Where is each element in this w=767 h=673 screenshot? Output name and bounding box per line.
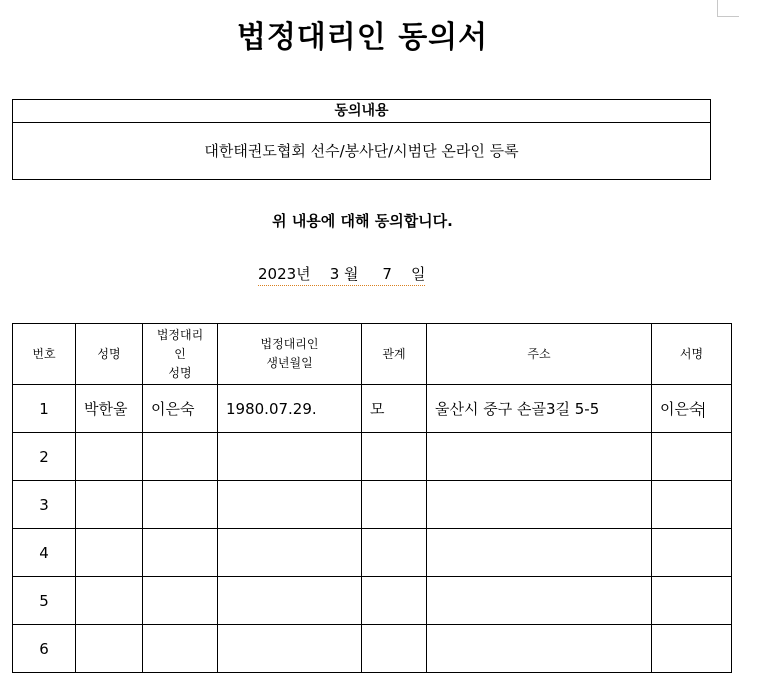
header-guardian-name[interactable]: 법정대리 인 성명 — [143, 324, 218, 385]
cell-signature[interactable] — [652, 481, 732, 529]
header-name[interactable]: 성명 — [76, 324, 143, 385]
table-row — [13, 433, 732, 481]
cell-address[interactable] — [427, 625, 652, 673]
cell-address[interactable] — [427, 481, 652, 529]
signature-text: 이은숙 — [660, 400, 704, 418]
cell-guardian-name[interactable] — [143, 529, 218, 577]
consent-box — [12, 99, 711, 180]
table-row — [13, 385, 732, 433]
cell-name[interactable] — [76, 433, 143, 481]
cell-guardian-dob[interactable] — [218, 481, 362, 529]
cell-signature[interactable] — [652, 529, 732, 577]
cell-name[interactable] — [76, 577, 143, 625]
cell-relation[interactable] — [362, 625, 427, 673]
cell-guardian-dob[interactable]: 1980.07.29. — [218, 385, 362, 433]
cell-signature[interactable] — [652, 577, 732, 625]
text-cursor — [703, 402, 704, 418]
cell-address[interactable] — [427, 529, 652, 577]
cell-signature[interactable] — [652, 385, 732, 433]
cell-address[interactable]: 울산시 중구 손골3길 5-5 — [427, 385, 652, 433]
table-row — [13, 625, 732, 673]
cell-name[interactable] — [76, 529, 143, 577]
cell-number[interactable]: 3 — [13, 481, 76, 529]
cell-relation[interactable] — [362, 529, 427, 577]
cell-address[interactable] — [427, 577, 652, 625]
table-row — [13, 481, 732, 529]
cell-relation[interactable] — [362, 433, 427, 481]
cell-name[interactable] — [76, 481, 143, 529]
cell-guardian-name[interactable] — [143, 577, 218, 625]
header-address[interactable]: 주소 — [427, 324, 652, 385]
cell-guardian-name[interactable] — [143, 481, 218, 529]
cell-guardian-dob[interactable] — [218, 577, 362, 625]
table-header-row — [13, 324, 732, 385]
cell-guardian-name[interactable]: 이은숙 — [143, 385, 218, 433]
cell-relation[interactable] — [362, 577, 427, 625]
table-row — [13, 529, 732, 577]
cell-address[interactable] — [427, 433, 652, 481]
cell-signature[interactable] — [652, 433, 732, 481]
header-number[interactable]: 번호 — [13, 324, 76, 385]
cell-relation[interactable]: 모 — [362, 385, 427, 433]
cell-guardian-dob[interactable] — [218, 625, 362, 673]
table-row — [13, 577, 732, 625]
consent-content[interactable]: 대한태권도협회 선수/봉사단/시범단 온라인 등록 — [204, 142, 519, 160]
cell-name[interactable]: 박한울 — [76, 385, 143, 433]
cell-guardian-name[interactable] — [143, 433, 218, 481]
cell-number[interactable]: 1 — [13, 385, 76, 433]
header-signature[interactable]: 서명 — [652, 324, 732, 385]
cell-relation[interactable] — [362, 481, 427, 529]
header-guardian-dob[interactable]: 법정대리인 생년월일 — [218, 324, 362, 385]
cell-guardian-dob[interactable] — [218, 529, 362, 577]
date-line[interactable]: 2023년 3 월 7 일 — [258, 263, 425, 286]
header-relation[interactable]: 관계 — [362, 324, 427, 385]
guardian-table — [12, 323, 732, 673]
cell-name[interactable] — [76, 625, 143, 673]
document-title[interactable]: 법정대리인 동의서 — [236, 20, 489, 55]
cell-number[interactable]: 5 — [13, 577, 76, 625]
consent-header[interactable]: 동의내용 — [13, 100, 710, 123]
cell-signature[interactable] — [652, 625, 732, 673]
cell-guardian-name[interactable] — [143, 625, 218, 673]
cell-number[interactable]: 4 — [13, 529, 76, 577]
cell-guardian-dob[interactable] — [218, 433, 362, 481]
cell-number[interactable]: 6 — [13, 625, 76, 673]
cell-number[interactable]: 2 — [13, 433, 76, 481]
agreement-statement[interactable]: 위 내용에 대해 동의합니다. — [272, 212, 453, 230]
